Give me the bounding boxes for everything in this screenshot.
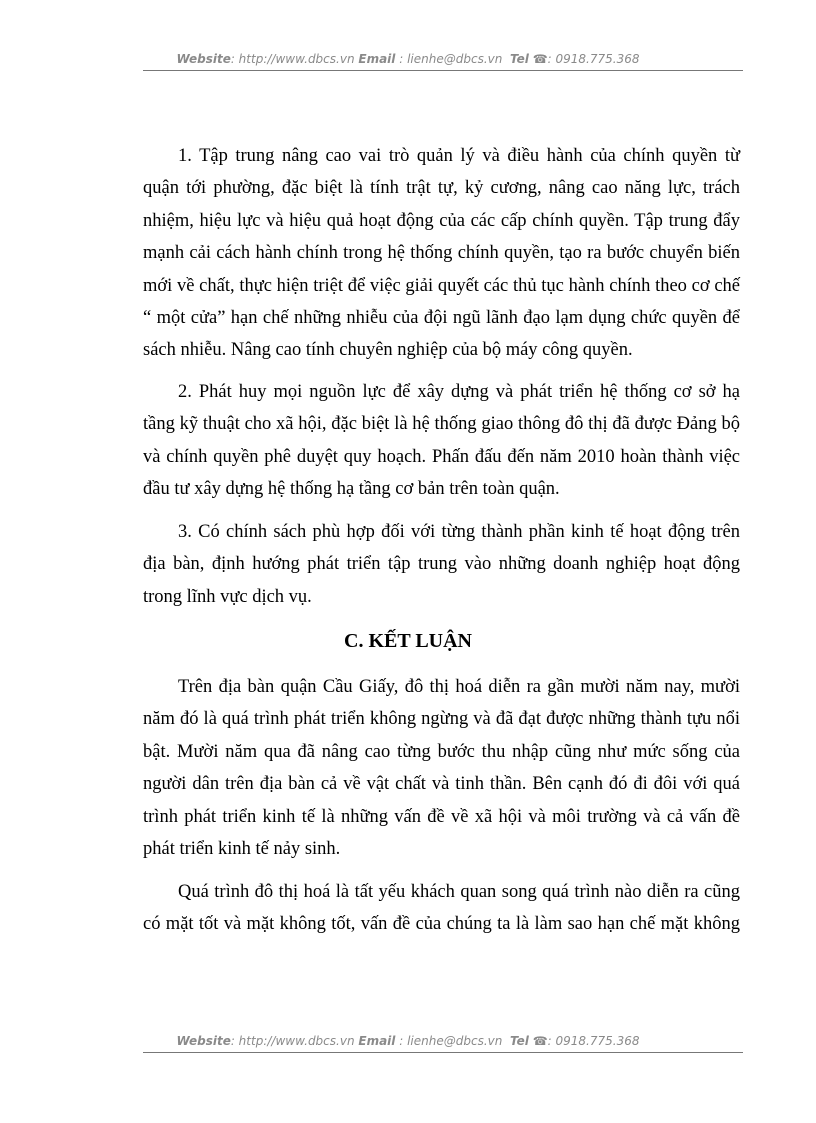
paragraph-line: sách nhiễu. Nâng cao tính chuyên nghiệp của bộ máy công quyền. bbox=[143, 340, 633, 361]
page-header bbox=[0, 52, 816, 66]
paragraph-line: nhiệm, hiệu lực và hiệu quả hoạt động của các cấp chính quyền. Tập trung đẩy bbox=[143, 210, 740, 231]
footer-rule bbox=[143, 1052, 743, 1053]
tel-label: Tel bbox=[509, 52, 529, 66]
paragraph-line: trình phát triển kinh tế là những vấn đề về xã hội và môi trường và cả vấn đề bbox=[143, 806, 740, 827]
paragraph-line: Quá trình đô thị hoá là tất yếu khách quan song quá trình nào diễn ra cũng bbox=[178, 882, 740, 902]
page-footer bbox=[0, 1034, 816, 1048]
paragraph-line: năm đó là quá trình phát triển không ngừng và đã đạt được những thành tựu nổi bbox=[143, 709, 740, 730]
paragraph-line: 3. Có chính sách phù hợp đối với từng thành phần kinh tế hoạt động trên bbox=[178, 522, 740, 542]
email-address: : lienhe@dbcs.vn bbox=[399, 1034, 503, 1048]
phone-icon: ☎ bbox=[532, 1034, 548, 1048]
paragraph-line: người dân trên địa bàn cả về vật chất và tinh thần. Bên cạnh đó đi đôi với quá bbox=[143, 774, 740, 795]
paragraph-line: và chính quyền phê duyệt quy hoạch. Phấn đấu đến năm 2010 hoàn thành việc bbox=[143, 446, 740, 467]
website-label: Website bbox=[176, 1034, 231, 1048]
paragraph-line: có mặt tốt và mặt không tốt, vấn đề của chúng ta là làm sao hạn chế mặt không bbox=[143, 914, 740, 935]
tel-number: : 0918.775.368 bbox=[547, 52, 640, 66]
website-url: : http://www.dbcs.vn bbox=[230, 52, 355, 66]
email-address: : lienhe@dbcs.vn bbox=[399, 52, 503, 66]
email-label: Email bbox=[358, 52, 396, 66]
paragraph-line: Trên địa bàn quận Cầu Giấy, đô thị hoá diễn ra gần mười năm nay, mười bbox=[178, 677, 740, 697]
paragraph-line: đầu tư xây dựng hệ thống hạ tầng cơ bản trên toàn quận. bbox=[143, 479, 560, 500]
paragraph-line: trong lĩnh vực dịch vụ. bbox=[143, 586, 312, 607]
paragraph-line: bật. Mười năm qua đã nâng cao từng bước thu nhập cũng như mức sống của bbox=[143, 741, 740, 762]
email-label: Email bbox=[358, 1034, 396, 1048]
phone-icon: ☎ bbox=[532, 52, 548, 66]
section-heading: C. KẾT LUẬN bbox=[344, 630, 472, 652]
paragraph-line: địa bàn, định hướng phát triển tập trung vào những doanh nghiệp hoạt động bbox=[143, 554, 740, 575]
paragraph-line: quận tới phường, đặc biệt là tính trật tự, kỷ cương, nâng cao năng lực, trách bbox=[143, 178, 740, 199]
paragraph-line: 2. Phát huy mọi nguồn lực để xây dựng và phát triển hệ thống cơ sở hạ bbox=[178, 382, 740, 402]
paragraph-line: 1. Tập trung nâng cao vai trò quản lý và điều hành của chính quyền từ bbox=[178, 146, 740, 166]
website-label: Website bbox=[176, 52, 231, 66]
header-rule bbox=[143, 70, 743, 71]
tel-label: Tel bbox=[509, 1034, 529, 1048]
paragraph-line: mạnh cải cách hành chính trong hệ thống chính quyền, tạo ra bước chuyển biến bbox=[143, 243, 740, 264]
website-url: : http://www.dbcs.vn bbox=[230, 1034, 355, 1048]
paragraph-line: tầng kỹ thuật cho xã hội, đặc biệt là hệ thống giao thông đô thị đã được Đảng bộ bbox=[143, 414, 740, 435]
paragraph-line: “ một cửa” hạn chế những nhiễu của đội ngũ lãnh đạo lạm dụng chức quyền để bbox=[143, 308, 740, 328]
tel-number: : 0918.775.368 bbox=[547, 1034, 640, 1048]
paragraph-line: mới về chất, thực hiện triệt để việc giải quyết các thủ tục hành chính theo cơ chế bbox=[143, 275, 740, 296]
paragraph-line: phát triển kinh tế nảy sinh. bbox=[143, 839, 341, 859]
